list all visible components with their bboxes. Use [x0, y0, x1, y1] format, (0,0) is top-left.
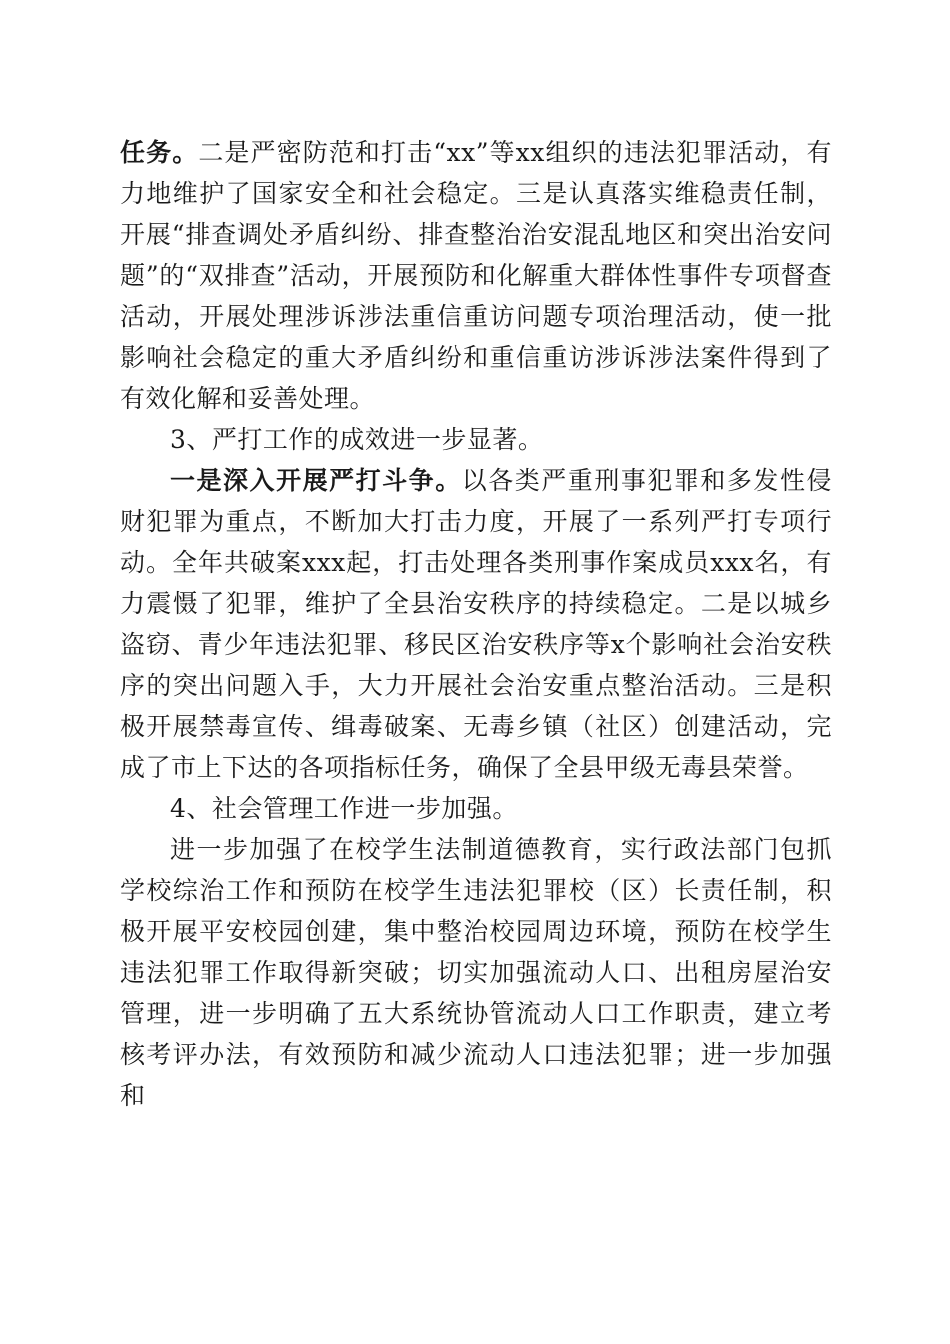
paragraph-lead-bold: 一是深入开展严打斗争。 [170, 466, 462, 495]
paragraph-strike-hard [120, 460, 832, 788]
paragraph-continuation [120, 132, 832, 419]
paragraph-social-management: 进一步加强了在校学生法制道德教育，实行政法部门包抓学校综治工作和预防在校学生违法犯罪校（区）长责任制，积极开展平安校园创建，集中整治校园周边环境，预防在校学生违法犯罪工作取得新突破；切实加强流动人口、出租房屋治安管理，进一步明确了五大系统协管流动人口工作职责，建立考核考评办法，有效预防和减少流动人口违法犯罪；进一步加强和 [120, 835, 832, 1110]
section-heading-3: 3、严打工作的成效进一步显著。 [170, 425, 544, 454]
paragraph-lead-bold: 任务。 [120, 138, 199, 167]
document-body [120, 132, 832, 1116]
section-heading-4: 4、社会管理工作进一步加强。 [170, 794, 518, 823]
paragraph-text: 二是严密防范和打击“xx”等xx组织的违法犯罪活动，有力地维护了国家安全和社会稳定。三是认真落实维稳责任制，开展“排查调处矛盾纠纷、排查整治治安混乱地区和突出治安问题”的“双排查”活动，开展预防和化解重大群体性事件专项督查活动，开展处理涉诉涉法重信重访问题专项治理活动，使一批影响社会稳定的重大矛盾纠纷和重信重访涉诉涉法案件得到了有效化解和妥善处理。 [120, 138, 832, 413]
paragraph-text: 以各类严重刑事犯罪和多发性侵财犯罪为重点，不断加大打击力度，开展了一系列严打专项行动。全年共破案xxx起，打击处理各类刑事作案成员xxx名，有力震慑了犯罪，维护了全县治安秩序的持续稳定。二是以城乡盗窃、青少年违法犯罪、移民区治安秩序等x个影响社会治安秩序的突出问题入手，大力开展社会治安重点整治活动。三是积极开展禁毒宣传、缉毒破案、无毒乡镇（社区）创建活动，完成了市上下达的各项指标任务，确保了全县甲级无毒县荣誉。 [120, 466, 832, 782]
